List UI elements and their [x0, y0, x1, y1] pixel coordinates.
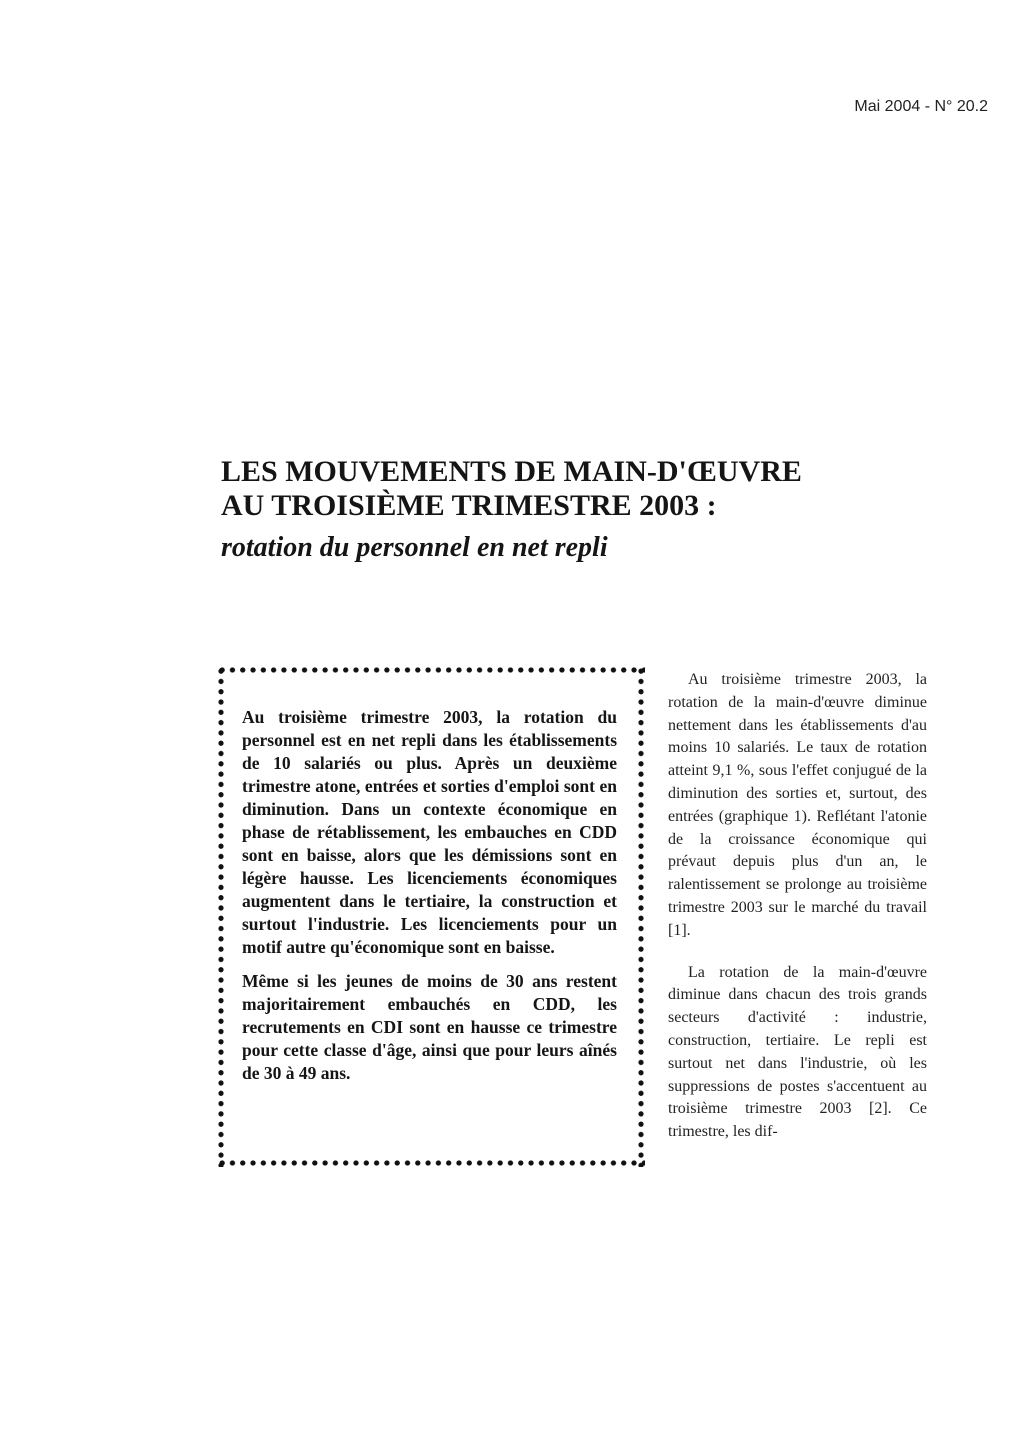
- summary-paragraph-1: Au troisième trimestre 2003, la rotation du personnel est en net repli dans les établissements de 10 salariés ou plus. Après un deuxième trimestre atone, entrées et sorties d'emploi sont en diminution. Dans un contexte économique en phase de rétablissement, les embauches en CDD sont en baisse, alors que les démissions sont en légère hausse. Les licenciements économiques augmentent dans le tertiaire, la construction et surtout l'industrie. Les licenciements pour un motif autre qu'économique sont en baisse.: [242, 707, 617, 957]
- title-line-2: AU TROISIÈME TRIMESTRE 2003 :: [221, 489, 717, 522]
- summary-text: [242, 706, 617, 1096]
- body-paragraph-2: La rotation de la main-d'œuvre diminue dans chacun des trois grands secteurs d'activité : industrie, construction, tertiaire. Le repli est surtout net dans l'industrie, où les suppressions de postes s'accentuent au troisième trimestre 2003 [2]. Ce trimestre, les dif-: [668, 963, 927, 1141]
- page-title: [221, 455, 921, 523]
- summary-paragraph-2: Même si les jeunes de moins de 30 ans restent majoritairement embauchés en CDD, les recrutements en CDI sont en hausse ce trimestre pour cette classe d'âge, ainsi que pour leurs aînés de 30 à 49 ans.: [242, 971, 617, 1083]
- page-subtitle: rotation du personnel en net repli: [221, 532, 608, 563]
- title-line-1: LES MOUVEMENTS DE MAIN-D'ŒUVRE: [221, 455, 802, 488]
- body-column: [668, 669, 927, 1163]
- body-paragraph-1: Au troisième trimestre 2003, la rotation de la main-d'œuvre diminue nettement dans les établissements d'au moins 10 salariés. Le taux de rotation atteint 9,1 %, sous l'effet conjugué de la diminution des sorties et, surtout, des entrées (graphique 1). Reflétant l'atonie de la croissance économique qui prévaut depuis plus d'un an, le ralentissement se prolonge au troisième trimestre 2003 sur le marché du travail [1].: [668, 671, 927, 939]
- summary-box: [217, 666, 645, 1167]
- issue-number: Mai 2004 - N° 20.2: [854, 98, 988, 115]
